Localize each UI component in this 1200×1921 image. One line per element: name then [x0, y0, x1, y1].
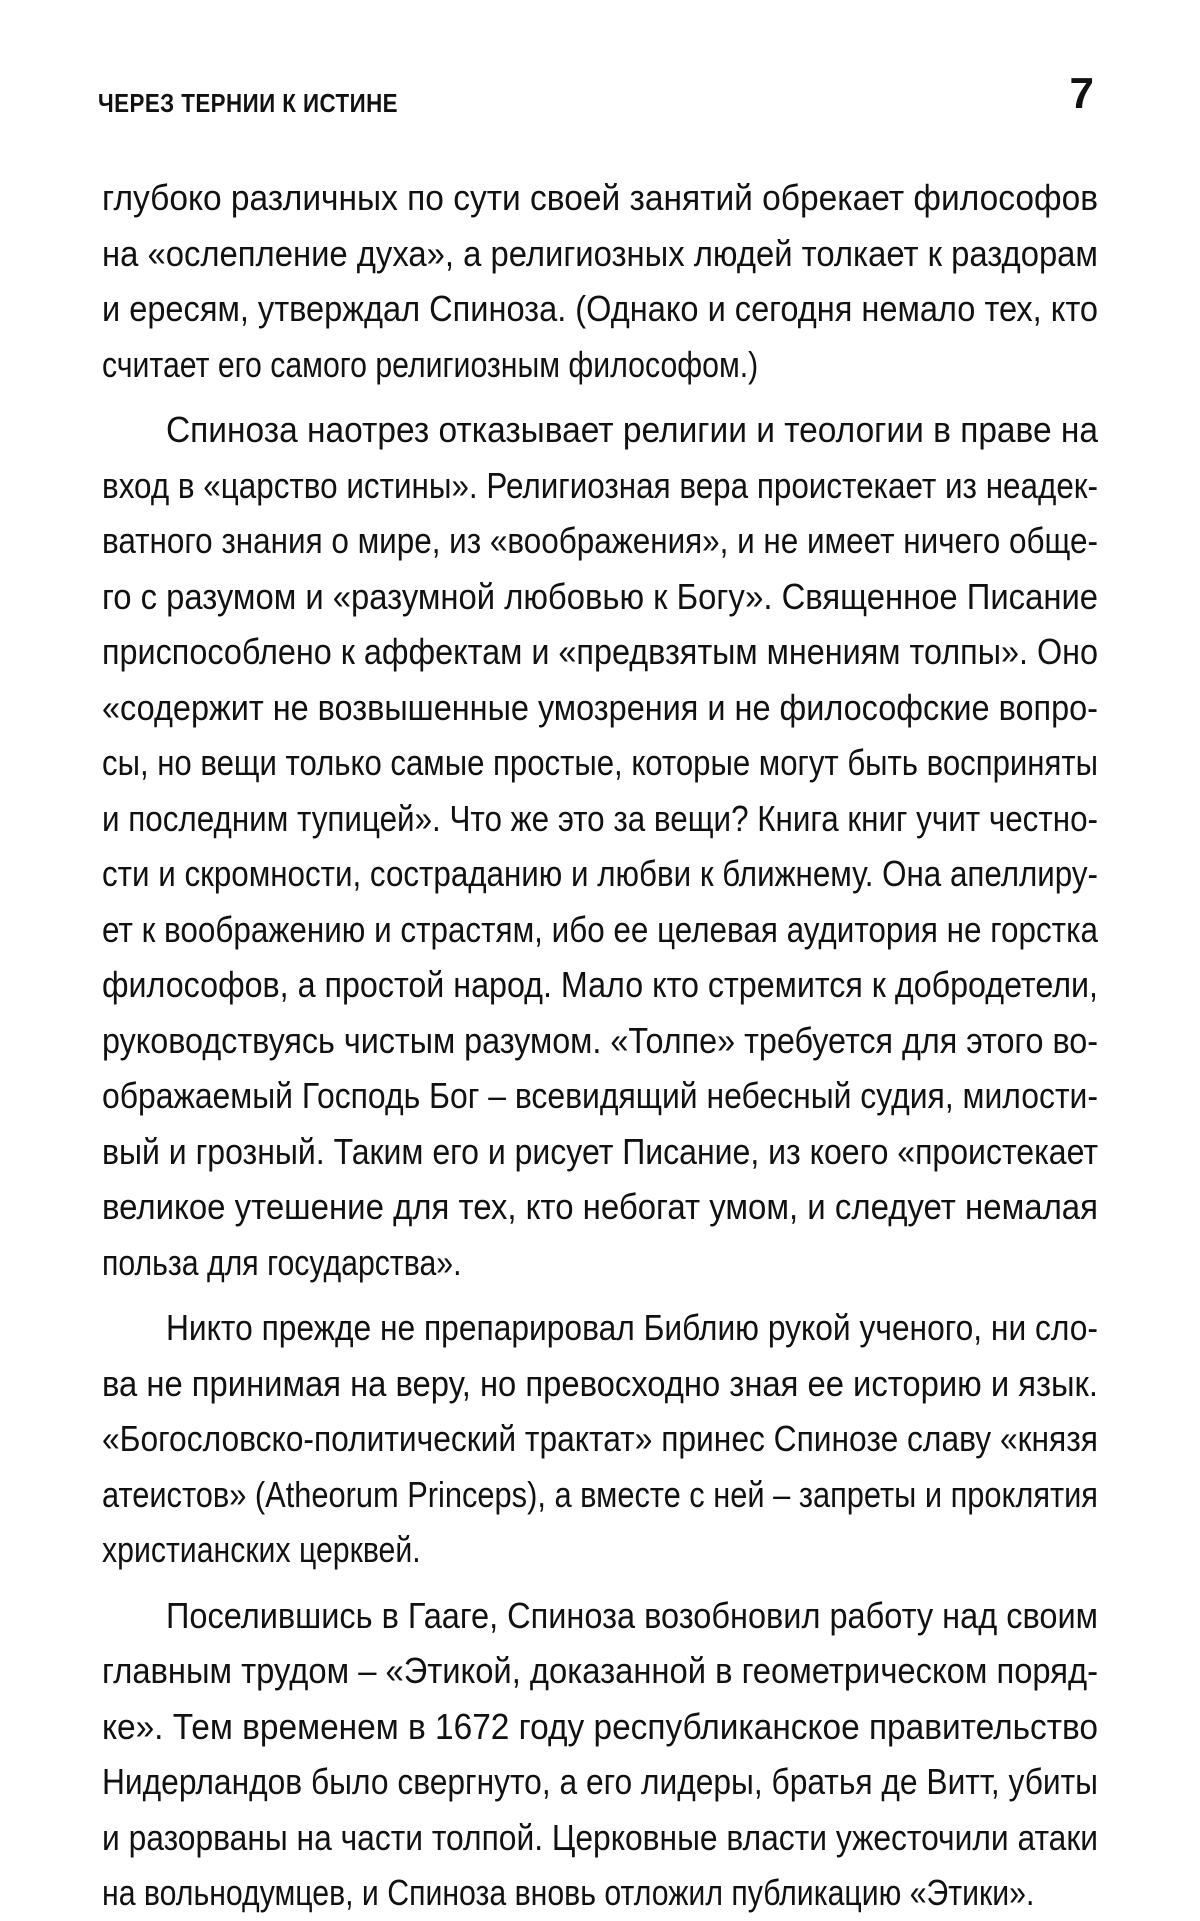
line-text: ет к воображению и страстям, ибо ее целевая аудитория не горстка — [102, 908, 1098, 950]
paragraph-gap — [102, 392, 1098, 402]
line-text: христианских церквей. — [102, 1529, 421, 1570]
line-text: «Богословско-политический трактат» принес Спинозе славу «князя — [102, 1418, 1098, 1459]
paragraph — [102, 170, 1098, 392]
text-line — [102, 1300, 1098, 1356]
line-text: «содержит не возвышенные умозрения и не философские вопро- — [102, 686, 1098, 728]
line-text: и разорваны на части толпой. Церковные власти ужесточили атаки — [102, 1816, 1098, 1858]
line-text: го с разумом и «разумной любовью к Богу». Священное Писание — [102, 575, 1098, 617]
line-text: и последним тупицей». Что же это за вещи? Книга книг учит честно- — [102, 797, 1098, 839]
line-text: Нидерландов было свергнуто, а его лидеры, братья де Витт, убиты — [102, 1761, 1098, 1802]
line-text: ватного знания о мире, из «воображения», и не имеет ничего обще- — [102, 520, 1098, 561]
text-line — [102, 902, 1098, 958]
line-text: философов, а простой народ. Мало кто стремится к добродетели, — [102, 964, 1098, 1005]
text-line — [102, 680, 1098, 736]
running-title: ЧЕРЕЗ ТЕРНИИ К ИСТИНЕ — [98, 88, 399, 118]
text-line — [102, 569, 1098, 625]
text-line — [102, 1522, 1098, 1578]
text-line — [102, 1865, 1098, 1921]
text-line — [102, 337, 1098, 393]
line-text: главным трудом – «Этикой, доказанной в геометрическом поряд- — [102, 1650, 1098, 1691]
line-text: сти и скромности, состраданию и любви к ближнему. Она апеллиру- — [102, 853, 1098, 894]
line-text: Поселившись в Гааге, Спиноза возобновил работу над своим — [166, 1594, 1098, 1636]
line-text: руководствуясь чистым разумом. «Толпе» требуется для этого во- — [102, 1019, 1098, 1061]
text-line — [102, 1588, 1098, 1644]
text-line — [102, 1235, 1098, 1291]
text-line — [102, 1643, 1098, 1699]
text-line — [102, 846, 1098, 902]
text-line — [102, 1754, 1098, 1810]
text-line — [102, 1411, 1098, 1467]
text-line — [102, 1068, 1098, 1124]
text-line — [102, 1013, 1098, 1069]
text-line — [102, 791, 1098, 847]
paragraph — [102, 1300, 1098, 1578]
page-number: 7 — [1069, 69, 1094, 118]
text-line — [102, 624, 1098, 680]
text-line — [102, 281, 1098, 337]
line-text: польза для государства». — [102, 1241, 462, 1283]
paragraph — [102, 402, 1098, 1290]
line-text: глубоко различных по сути своей занятий обрекает философов — [102, 177, 1098, 218]
line-text: приспособлено к аффектам и «предвзятым мнениям толпы». Оно — [102, 631, 1098, 672]
line-text: великое утешение для тех, кто небогат умом, и следует немалая — [102, 1186, 1098, 1227]
text-line — [102, 1356, 1098, 1412]
text-line — [102, 170, 1098, 226]
text-line — [102, 1179, 1098, 1235]
text-line — [102, 1467, 1098, 1523]
line-text: на «ослепление духа», а религиозных людей толкает к раздорам — [102, 232, 1098, 274]
text-line — [102, 226, 1098, 282]
text-line — [102, 513, 1098, 569]
text-line — [102, 735, 1098, 791]
line-text: сы, но вещи только самые простые, которые могут быть восприняты — [102, 742, 1098, 783]
line-text: ке». Тем временем в 1672 году республиканское правительство — [102, 1705, 1098, 1747]
line-text: ображаемый Господь Бог – всевидящий небесный судия, милости- — [102, 1075, 1098, 1116]
line-text: считает его самого религиозным философом.) — [102, 343, 759, 385]
line-text: атеистов» (Atheorum Princeps), а вместе с ней – запреты и проклятия — [102, 1473, 1098, 1515]
line-text: на вольнодумцев, и Спиноза вновь отложил публикацию «Этики». — [102, 1872, 1035, 1913]
line-text: Никто прежде не препарировал Библию рукой ученого, ни сло- — [166, 1307, 1098, 1348]
paragraph — [102, 1588, 1098, 1921]
text-line — [102, 957, 1098, 1013]
text-line — [102, 458, 1098, 514]
line-text: и ересям, утверждал Спиноза. (Однако и сегодня немало тех, кто — [102, 288, 1098, 329]
text-line — [102, 1124, 1098, 1180]
body-text — [102, 170, 1098, 1921]
text-line — [102, 402, 1098, 458]
line-text: Спиноза наотрез отказывает религии и теологии в праве на — [166, 409, 1098, 450]
line-text: вход в «царство истины». Религиозная вера проистекает из неадек- — [102, 464, 1098, 506]
text-line — [102, 1699, 1098, 1755]
paragraph-gap — [102, 1578, 1098, 1588]
text-line — [102, 1810, 1098, 1866]
line-text: ва не принимая на веру, но превосходно зная ее историю и язык. — [102, 1362, 1098, 1404]
line-text: вый и грозный. Таким его и рисует Писание, из коего «проистекает — [102, 1130, 1098, 1172]
paragraph-gap — [102, 1290, 1098, 1300]
